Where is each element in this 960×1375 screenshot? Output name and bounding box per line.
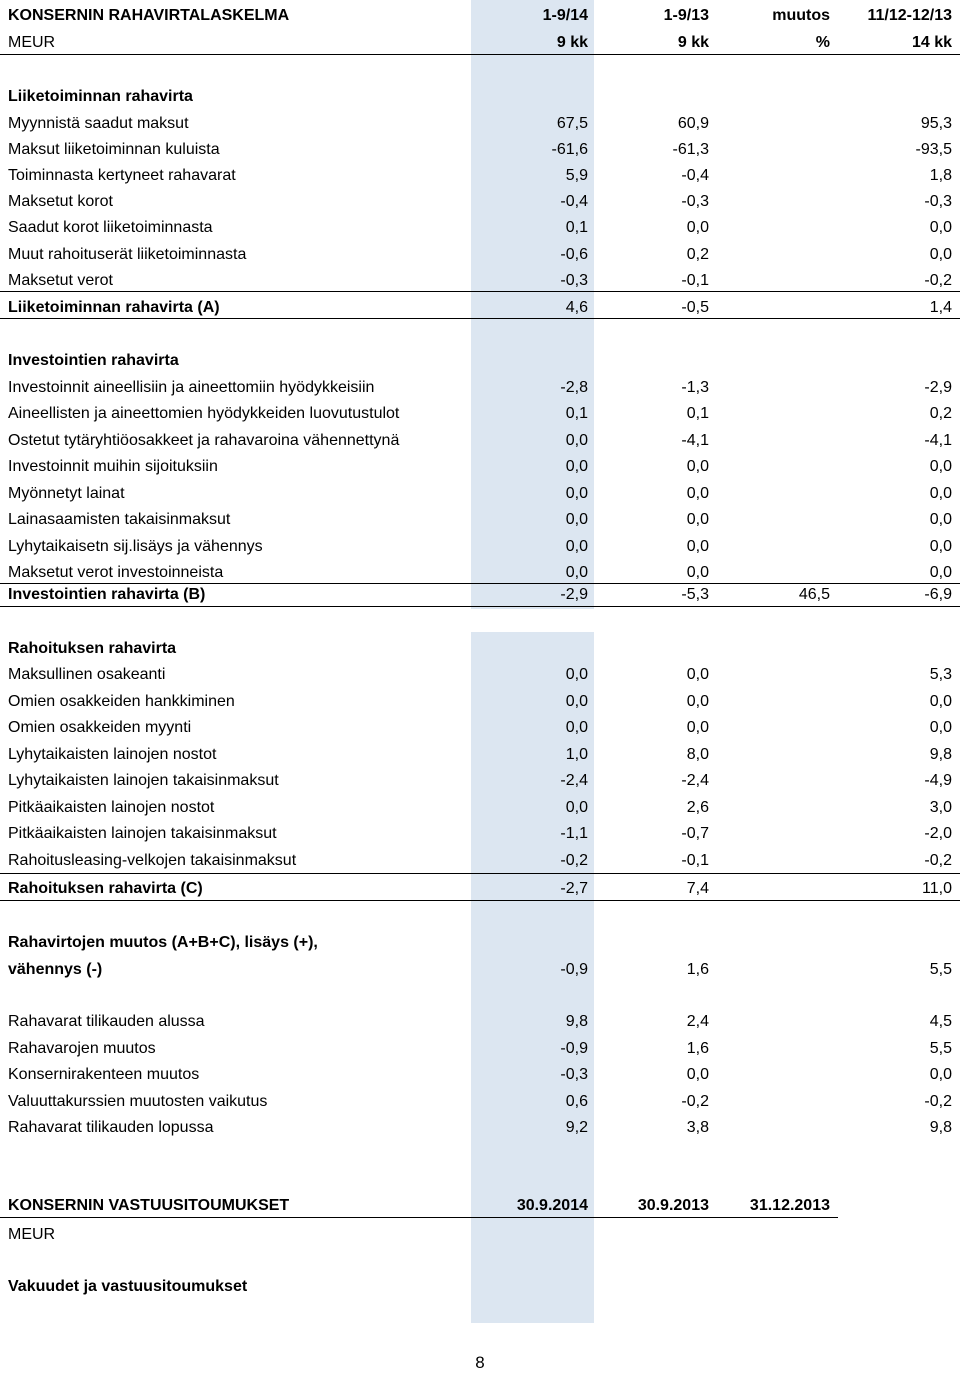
table-row: Maksetut korot -0,4 -0,3 -0,3	[8, 193, 952, 210]
commitments-col-header-2: 30.9.2013	[637, 1197, 709, 1214]
cashflow-title: KONSERNIN RAHAVIRTALASKELMA	[8, 7, 290, 24]
change-label-line1: Rahavirtojen muutos (A+B+C), lisäys (+),	[8, 934, 318, 951]
table-row: Pitkäaikaisten lainojen takaisinmaksut -1,1 -0,7 -2,0	[8, 825, 952, 842]
section-heading-investing: Investointien rahavirta	[8, 352, 179, 369]
total-top-rule-financing	[0, 873, 960, 874]
table-row: Lyhytaikaisten lainojen nostot 1,0 8,0 9,8	[8, 746, 952, 763]
section-heading-operating: Liiketoiminnan rahavirta	[8, 88, 193, 105]
table-row: Myönnetyt lainat 0,0 0,0 0,0	[8, 485, 952, 502]
change-heading-row	[0, 930, 960, 956]
change-total-row: vähennys (-) -0,9 1,6 5,5	[0, 957, 960, 983]
col-header-3: muutos	[772, 7, 830, 24]
table-row: Maksut liiketoiminnan kuluista -61,6 -61,3 -93,5	[8, 141, 952, 158]
table-row: Rahavarat tilikauden lopussa 9,2 3,8 9,8	[8, 1119, 952, 1136]
total-row-financing: Rahoituksen rahavirta (C) -2,7 7,4 11,0	[8, 880, 952, 897]
table-row: Omien osakkeiden hankkiminen 0,0 0,0 0,0	[8, 693, 952, 710]
cashflow-unit: MEUR	[8, 34, 56, 51]
col-header-4: 11/12-12/13	[867, 7, 952, 24]
col-subheader-3: %	[815, 34, 830, 51]
commitments-unit-row	[0, 1222, 960, 1248]
col-subheader-1: 9 kk	[556, 34, 588, 51]
commitments-col-header-3: 31.12.2013	[749, 1197, 830, 1214]
cashflow-title-row	[0, 3, 960, 29]
table-row: Ostetut tytäryhtiöosakkeet ja rahavaroina vähennettynä 0,0 -4,1 -4,1	[8, 432, 952, 449]
table-row: Muut rahoituserät liiketoiminnasta -0,6 0,2 0,0	[8, 246, 952, 263]
commitments-header-divider	[0, 1217, 838, 1218]
page-number: 8	[475, 1353, 485, 1372]
table-row: Saadut korot liiketoiminnasta 0,1 0,0 0,0	[8, 219, 952, 236]
table-row: Konsernirakenteen muutos -0,3 0,0 0,0	[8, 1066, 952, 1083]
table-row: Lyhytaikaisten lainojen takaisinmaksut -2,4 -2,4 -4,9	[8, 772, 952, 789]
header-divider	[0, 54, 960, 55]
total-row-investing: Investointien rahavirta (B) -2,9 -5,3 46,5 -6,9	[8, 586, 952, 603]
table-row: Pitkäaikaisten lainojen nostot 0,0 2,6 3,0	[8, 799, 952, 816]
change-label-line2: vähennys (-)	[8, 961, 103, 978]
commitments-title-row	[0, 1193, 960, 1219]
col-subheader-4: 14 kk	[911, 34, 952, 51]
commitments-unit: MEUR	[8, 1226, 56, 1243]
table-row: Maksetut verot investoinneista 0,0 0,0 0,0	[8, 564, 952, 581]
table-row: Investoinnit aineellisiin ja aineettomiin hyödykkeisiin -2,8 -1,3 -2,9	[8, 379, 952, 396]
table-row: Lainasaamisten takaisinmaksut 0,0 0,0 0,0	[8, 511, 952, 528]
col-header-2: 1-9/13	[663, 7, 709, 24]
section-heading-financing: Rahoituksen rahavirta	[8, 640, 177, 657]
total-bottom-rule-operating	[0, 318, 960, 319]
table-row: Investoinnit muihin sijoituksiin 0,0 0,0 0,0	[8, 458, 952, 475]
table-row: Myynnistä saadut maksut 67,5 60,9 95,3	[8, 115, 952, 132]
total-bottom-rule-financing	[0, 900, 960, 901]
table-row: Aineellisten ja aineettomien hyödykkeiden luovutustulot 0,1 0,1 0,2	[8, 405, 952, 422]
table-row: Valuuttakurssien muutosten vaikutus 0,6 -0,2 -0,2	[8, 1093, 952, 1110]
col-subheader-2: 9 kk	[677, 34, 709, 51]
total-top-rule-operating	[0, 291, 960, 292]
table-row: Toiminnasta kertyneet rahavarat 5,9 -0,4 1,8	[8, 167, 952, 184]
table-row: Rahoitusleasing-velkojen takaisinmaksut -0,2 -0,1 -0,2	[8, 852, 952, 869]
cashflow-unit-row	[0, 30, 960, 56]
table-row: Rahavarat tilikauden alussa 9,8 2,4 4,5	[8, 1013, 952, 1030]
total-bottom-rule-investing	[0, 606, 960, 607]
commitments-col-header-1: 30.9.2014	[516, 1197, 588, 1214]
table-row: Maksullinen osakeanti 0,0 0,0 5,3	[8, 666, 952, 683]
commitments-section-heading: Vakuudet ja vastuusitoumukset	[8, 1278, 248, 1295]
table-row: Omien osakkeiden myynti 0,0 0,0 0,0	[8, 719, 952, 736]
table-row: Rahavarojen muutos -0,9 1,6 5,5	[8, 1040, 952, 1057]
total-row-operating: Liiketoiminnan rahavirta (A) 4,6 -0,5 1,4	[8, 299, 952, 316]
col-header-1: 1-9/14	[542, 7, 588, 24]
table-row: Maksetut verot -0,3 -0,1 -0,2	[8, 272, 952, 289]
table-row: Lyhytaikaisetn sij.lisäys ja vähennys 0,0 0,0 0,0	[8, 538, 952, 555]
commitments-title: KONSERNIN VASTUUSITOUMUKSET	[8, 1197, 290, 1214]
